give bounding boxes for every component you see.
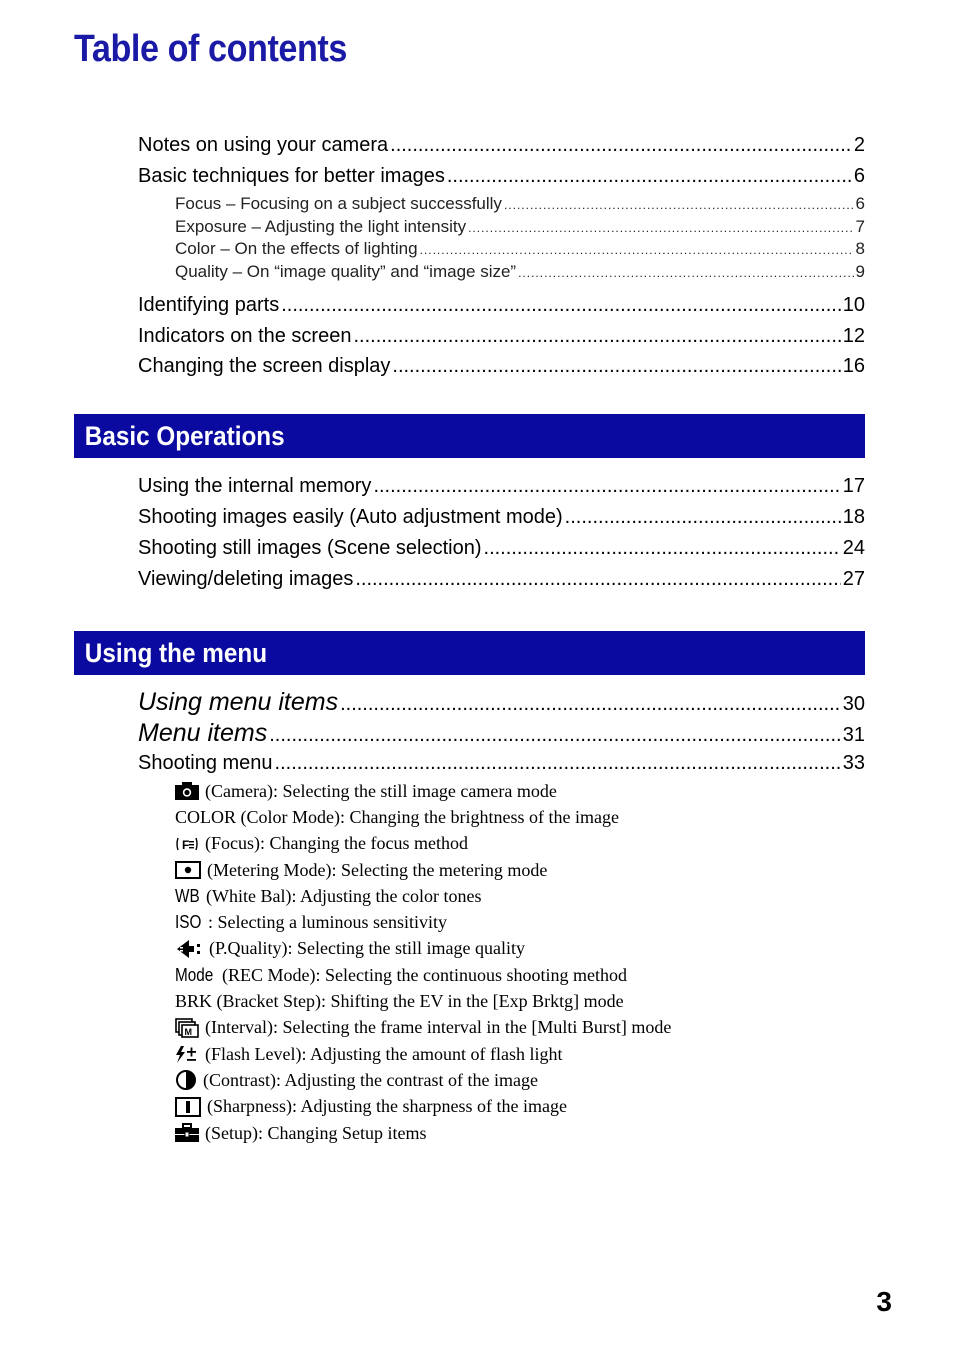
section-heading: Basic Operations: [84, 421, 285, 451]
toc-entry[interactable]: [138, 720, 865, 753]
toc-entry-page: 6: [855, 195, 865, 213]
toc-subentry[interactable]: [175, 218, 865, 240]
toc-entry-page: 18: [842, 507, 865, 528]
toc-entry-label: Using menu items: [138, 689, 339, 716]
toc-subentry[interactable]: [175, 195, 865, 218]
wb-icon: WB: [175, 885, 200, 906]
menu-entry-rec-mode[interactable]: [175, 962, 671, 988]
menu-entry-text: (Sharpness): Adjusting the sharpness of the image: [207, 1096, 567, 1117]
toc-intro: [138, 135, 865, 386]
toc-entry-label: Quality – On “image quality” and “image size”: [175, 263, 517, 281]
toc-entry-label: Shooting images easily (Auto adjustment mode): [138, 507, 563, 528]
leader-dots: [355, 569, 840, 589]
leader-dots: [390, 135, 852, 155]
toc-entry-label: Changing the screen display: [138, 356, 391, 377]
leader-dots: [269, 722, 841, 748]
toc-entry[interactable]: [138, 476, 865, 507]
menu-entry-white-balance[interactable]: [175, 883, 671, 909]
toc-entry[interactable]: [138, 538, 865, 569]
menu-entry-text: (White Bal): Adjusting the color tones: [206, 885, 482, 906]
leader-dots: [484, 538, 841, 558]
menu-entry-text: (Metering Mode): Selecting the metering mode: [207, 859, 548, 880]
toc-subentry[interactable]: [175, 240, 865, 263]
toc-entry[interactable]: [138, 356, 865, 386]
toc-entry-label: Exposure – Adjusting the light intensity: [175, 218, 467, 236]
page-title: Table of contents: [74, 28, 347, 70]
menu-entry-text: (REC Mode): Selecting the continuous shooting method: [222, 964, 627, 985]
iso-icon: ISO: [175, 912, 202, 933]
menu-entry-setup[interactable]: [175, 1120, 671, 1146]
toc-entry-page: 33: [842, 753, 865, 774]
page-number: 3: [876, 1286, 892, 1317]
focus-icon: [175, 835, 199, 853]
interval-icon: [175, 1018, 199, 1038]
toc-entry-label: Color – On the effects of lighting: [175, 240, 418, 258]
section-heading: Using the menu: [84, 638, 268, 668]
leader-dots: [281, 295, 841, 315]
menu-entry-interval[interactable]: [175, 1015, 671, 1041]
toc-entry-page: 27: [842, 569, 865, 590]
toc-entry-page: 12: [842, 326, 865, 347]
toc-basic: [138, 476, 865, 600]
toc-entry[interactable]: [138, 326, 865, 356]
toc-entry-label: Shooting still images (Scene selection): [138, 538, 482, 559]
menu-entry-text: (Setup): Changing Setup items: [205, 1122, 427, 1143]
toc-menu: [138, 689, 865, 779]
toc-entry-page: 6: [853, 166, 865, 187]
mode-icon: Mode: [175, 964, 214, 985]
leader-dots: [468, 220, 853, 237]
contrast-icon: [175, 1069, 197, 1091]
leader-dots: [353, 326, 840, 346]
toc-entry[interactable]: [138, 135, 865, 166]
toc-entry-page: 2: [853, 135, 865, 156]
toc-entry[interactable]: [138, 689, 865, 720]
toc-entry[interactable]: [138, 753, 865, 779]
section-header-using-the-menu: [74, 631, 865, 675]
menu-entry-iso[interactable]: [175, 909, 671, 935]
toc-entry-label: Viewing/deleting images: [138, 569, 354, 590]
camera-icon: [175, 782, 199, 800]
menu-entry-color[interactable]: [175, 804, 671, 830]
toc-entry-label: Shooting menu: [138, 753, 273, 774]
sharpness-icon: [175, 1097, 201, 1117]
menu-entry-text: (Interval): Selecting the frame interval in the [Multi Burst] mode: [205, 1017, 672, 1038]
setup-icon: [175, 1123, 199, 1143]
menu-entry-text: (Contrast): Adjusting the contrast of the image: [203, 1069, 538, 1090]
flash-level-icon: [175, 1044, 199, 1064]
menu-entry-text: (Focus): Changing the focus method: [205, 833, 468, 854]
leader-dots: [392, 356, 840, 376]
toc-entry-page: 10: [842, 295, 865, 316]
toc-entry-page: 31: [842, 724, 865, 746]
toc-entry-label: Menu items: [138, 720, 268, 747]
menu-entry-contrast[interactable]: [175, 1067, 671, 1093]
toc-entry[interactable]: [138, 569, 865, 600]
menu-entry-text: (Camera): Selecting the still image camera mode: [205, 780, 557, 801]
toc-subentry[interactable]: [175, 263, 865, 295]
menu-entry-text: BRK (Bracket Step): Shifting the EV in the [Exp Brktg] mode: [175, 991, 624, 1012]
menu-entry-focus[interactable]: [175, 831, 671, 857]
leader-dots: [275, 753, 841, 773]
menu-entry-sharpness[interactable]: [175, 1094, 671, 1120]
toc-entry-label: Basic techniques for better images: [138, 166, 445, 187]
menu-entry-text: : Selecting a luminous sensitivity: [208, 912, 447, 933]
toc-entry-page: 30: [842, 693, 865, 715]
toc-entry[interactable]: [138, 507, 865, 538]
toc-entry[interactable]: [138, 166, 865, 195]
menu-entry-text: (Flash Level): Adjusting the amount of flash light: [205, 1043, 563, 1064]
toc-entry-page: 9: [855, 263, 865, 281]
leader-dots: [504, 197, 854, 214]
menu-entry-camera[interactable]: [175, 778, 671, 804]
svg-text:F: F: [182, 837, 190, 852]
menu-entry-text: (P.Quality): Selecting the still image quality: [209, 938, 525, 959]
menu-entry-metering[interactable]: [175, 857, 671, 883]
toc-entry-page: 24: [842, 538, 865, 559]
leader-dots: [373, 476, 840, 496]
menu-entry-p-quality[interactable]: [175, 936, 671, 962]
shooting-menu-list: [175, 778, 671, 1146]
toc-entry-label: Focus – Focusing on a subject successfully: [175, 195, 502, 213]
toc-entry-page: 17: [842, 476, 865, 497]
menu-entry-flash-level[interactable]: [175, 1041, 671, 1067]
menu-entry-bracket-step[interactable]: [175, 988, 671, 1014]
menu-entry-text: COLOR (Color Mode): Changing the brightness of the image: [175, 806, 619, 827]
toc-entry-label: Indicators on the screen: [138, 326, 352, 347]
quality-icon: [175, 939, 203, 959]
toc-entry-label: Notes on using your camera: [138, 135, 389, 156]
toc-entry-page: 8: [855, 240, 865, 258]
leader-dots: [518, 265, 853, 282]
toc-entry[interactable]: [138, 295, 865, 326]
toc-entry-page: 7: [855, 218, 865, 236]
toc-entry-page: 16: [842, 356, 865, 377]
leader-dots: [447, 166, 852, 186]
leader-dots: [420, 242, 854, 259]
leader-dots: [340, 691, 841, 717]
toc-entry-label: Identifying parts: [138, 295, 280, 316]
toc-entry-label: Using the internal memory: [138, 476, 372, 497]
metering-icon: [175, 861, 201, 879]
section-header-basic-operations: [74, 414, 865, 458]
leader-dots: [565, 507, 841, 527]
svg-text:M: M: [184, 1026, 192, 1037]
